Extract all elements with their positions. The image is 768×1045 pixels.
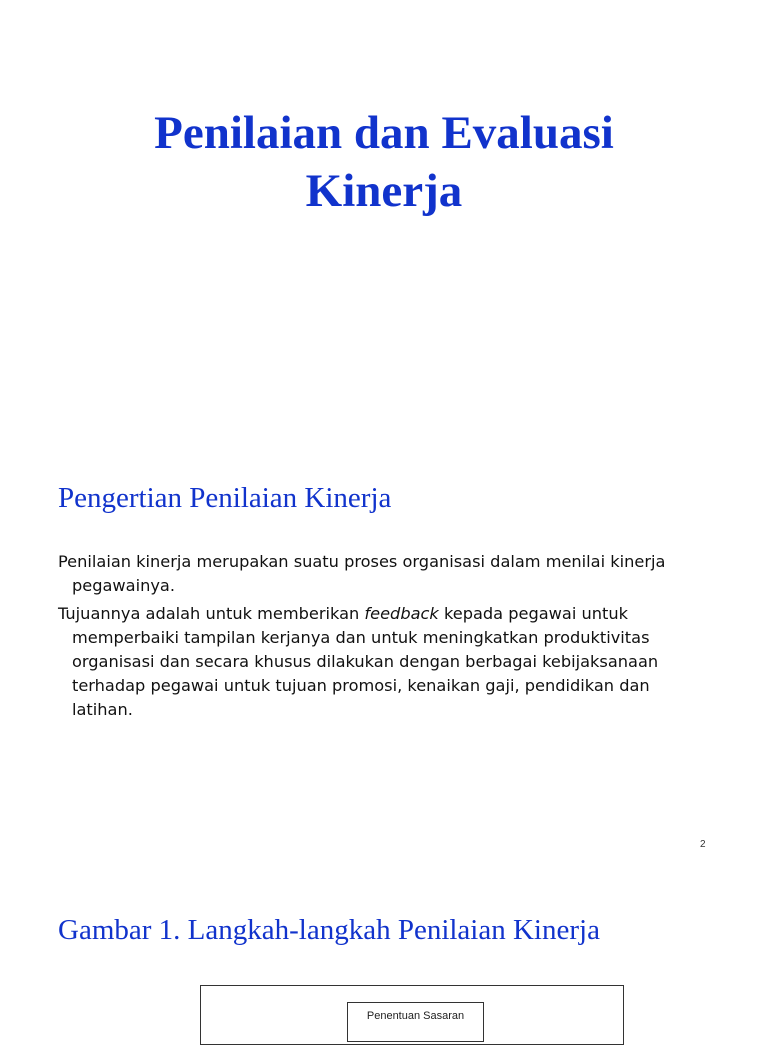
feedback-term: feedback: [364, 604, 439, 623]
diagram-step-box: Penentuan Sasaran: [347, 1002, 484, 1042]
definition-paragraph: Penilaian kinerja merupakan suatu proses organisasi dalam menilai kinerja pegawainya.: [58, 552, 666, 595]
content-heading: Pengertian Penilaian Kinerja: [58, 482, 392, 514]
figure-heading: Gambar 1. Langkah-langkah Penilaian Kinerja: [58, 914, 600, 946]
title-line-2: Kinerja: [305, 165, 463, 217]
title-line-1: Penilaian dan Evaluasi: [154, 107, 614, 159]
purpose-paragraph: [58, 602, 712, 722]
figure-slide: [0, 860, 768, 1024]
presentation-title: [0, 104, 768, 220]
content-slide: [0, 410, 768, 860]
page-number: 2: [700, 839, 706, 850]
purpose-text-start: Tujuannya adalah untuk memberikan: [58, 604, 365, 623]
purpose-text-end: kepada pegawai untuk memperbaiki tampilan kerjanya dan untuk meningkatkan produktivitas organisasi dan secara khusus dilakukan dengan berbagai kebijaksanaan terhadap pegawai untuk tujuan promosi, kenaikan gaji, pendidikan dan latihan.: [72, 604, 659, 719]
title-slide: [0, 0, 768, 410]
